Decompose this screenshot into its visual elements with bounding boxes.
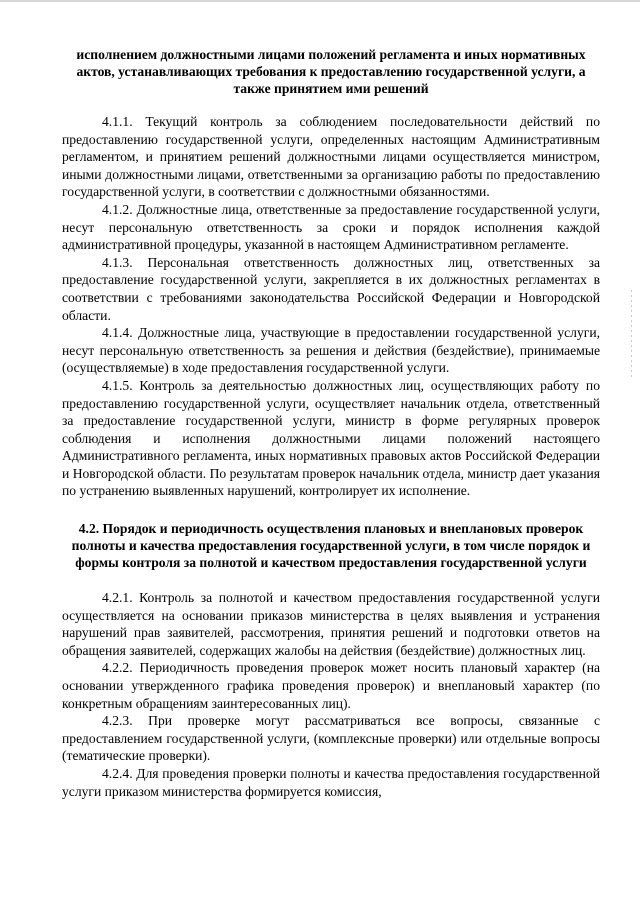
paragraph-4-1-4: 4.1.4. Должностные лица, участвующие в предоставлении государственной услуги, несут персональную ответственность за решения и действия (бездействие), принимаемые (осуществляемые) в ходе предоставления государственной услуги. [62, 325, 600, 376]
paragraph-4-1-1: 4.1.1. Текущий контроль за соблюдением последовательности действий по предоставлению государственной услуги, определенных настоящим Административным регламентом, и принятием решений должностными лицами осуществляется министром, иными должностными лицами, ответственными за организацию работы по предоставлению государственной услуги, в соответствии с должностными обязанностями. [62, 114, 600, 200]
scan-edge-right [631, 290, 632, 380]
paragraph-4-2-2: 4.2.2. Периодичность проведения проверок может носить плановый характер (на основании утвержденного графика проведения проверок) и внеплановый характер (по конкретным обращениям заинтересованных лиц). [62, 660, 600, 711]
paragraph-4-2-1: 4.2.1. Контроль за полнотой и качеством предоставления государственной услуги осуществляется на основании приказов министерства в целях выявления и устранения нарушений прав заявителей, рассмотрения, принятия решений и подготовки ответов на обращения заявителей, содержащих жалобы на действия (бездействие) должностных лиц. [62, 590, 600, 658]
paragraph-4-1-2: 4.1.2. Должностные лица, ответственные за предоставление государственной услуги, несут персональную ответственность за сроки и порядок исполнения каждой административной процедуры, указанной в настоящем Административном регламенте. [62, 201, 600, 253]
document-page [62, 46, 600, 800]
paragraph-4-1-3: 4.1.3. Персональная ответственность должностных лиц, ответственных за предоставление государственной услуги, закрепляется в их должностных регламентах в соответствии с требованиями законодательства Российской Федерации и Новгородской области. [62, 254, 600, 323]
paragraph-4-2-4: 4.2.4. Для проведения проверки полноты и качества предоставления государственной услуги приказом министерства формируется комиссия, [62, 766, 600, 799]
section-4-1-heading: исполнением должностными лицами положений регламента и иных нормативных актов, устанавливающих требования к предоставлению государственной услуги, а также принятием ими решений [76, 47, 586, 96]
paragraph-4-1-5: 4.1.5. Контроль за деятельностью должностных лиц, осуществляющих работу по предоставлению государственной услуги, осуществляет начальник отдела, ответственный за предоставление государственной услуги, министр в форме регулярных проверок соблюдения и исполнения должностными лицами положений настоящего Административного регламента, иных нормативных правовых актов Российской Федерации и Новгородской области. По результатам проверок начальник отдела, министр дает указания по устранению выявленных нарушений, контролирует их исполнение. [62, 377, 600, 499]
paragraph-4-2-3: 4.2.3. При проверке могут рассматриваться все вопросы, связанные с предоставлением государственной услуги, (комплексные проверки) или отдельные вопросы (тематические проверки). [62, 713, 600, 764]
scan-edge-top [0, 0, 640, 2]
section-4-2-heading: 4.2. Порядок и периодичность осуществления плановых и внеплановых проверок полноты и качества предоставления государственной услуги, в том числе порядок и формы контроля за полнотой и качеством предоставления государственной услуги [71, 521, 591, 571]
